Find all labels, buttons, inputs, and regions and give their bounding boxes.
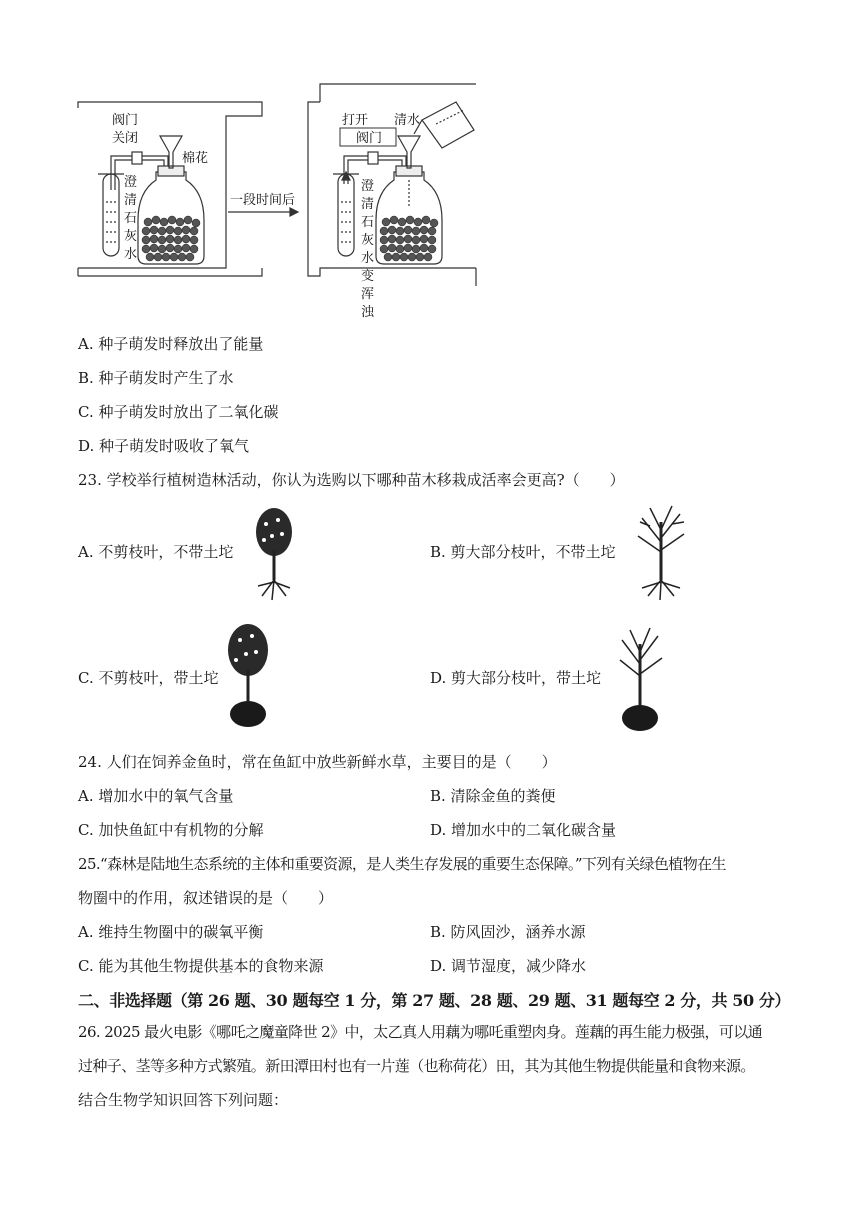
q26-line1: 26. 2025 最火电影《哪吒之魔童降世 2》中，太乙真人用藕为哪吒重塑肉身。莲藕的再生能力极强，可以通 — [78, 1023, 763, 1041]
time-arrow — [228, 208, 298, 216]
q25-option-c: C. 能为其他生物提供基本的食物来源 — [78, 957, 324, 975]
svg-text:石: 石 — [361, 215, 375, 230]
svg-text:水: 水 — [361, 251, 375, 266]
tree-pruned-with-soil-icon — [612, 624, 668, 732]
q24-option-a: A. 增加水中的氧气含量 — [78, 787, 234, 805]
svg-text:水: 水 — [124, 247, 138, 262]
label-limewater-left — [124, 175, 137, 262]
svg-text:澄: 澄 — [361, 179, 375, 194]
seeds-left — [142, 216, 200, 261]
q23-option-d: D. 剪大部分枝叶，带土坨 — [430, 669, 602, 687]
q23-stem: 23. 学校举行植树造林活动，你认为选购以下哪种苗木移栽成活率会更高?（ ） — [78, 471, 625, 489]
svg-text:澄: 澄 — [124, 175, 138, 190]
svg-text:灰: 灰 — [361, 233, 375, 248]
tree-leafy-no-soil-icon — [250, 506, 298, 602]
q26-line3: 结合生物学知识回答下列问题： — [78, 1091, 289, 1109]
svg-text:清: 清 — [124, 193, 138, 208]
q22-option-d: D. 种子萌发时吸收了氧气 — [78, 437, 250, 455]
q24-option-b: B. 清除金鱼的粪便 — [430, 787, 556, 805]
beaker-icon — [414, 102, 474, 148]
label-water: 清水 — [394, 113, 421, 128]
q23-option-b: B. 剪大部分枝叶，不带土坨 — [430, 543, 616, 561]
tree-leafy-with-soil-icon — [222, 622, 274, 728]
q24-option-d: D. 增加水中的二氧化碳含量 — [430, 821, 617, 839]
svg-text:清: 清 — [361, 197, 375, 212]
label-valve-right: 阀门 — [356, 131, 383, 146]
q25-stem-line1: 25.“森林是陆地生态系统的主体和重要资源，是人类生存发展的重要生态保障。”下列有关绿色植物在生 — [78, 855, 726, 873]
q22-option-a: A. 种子萌发时释放出了能量 — [78, 335, 264, 353]
q23-option-a: A. 不剪枝叶，不带土坨 — [78, 543, 234, 561]
q24-stem: 24. 人们在饲养金鱼时，常在鱼缸中放些新鲜水草，主要目的是（ ） — [78, 753, 557, 771]
svg-text:灰: 灰 — [124, 229, 138, 244]
svg-text:变: 变 — [361, 269, 375, 284]
q25-option-b: B. 防风固沙，涵养水源 — [430, 923, 586, 941]
label-limewater-turbid — [361, 179, 375, 320]
tree-pruned-no-soil-icon — [632, 502, 690, 602]
svg-text:浊: 浊 — [361, 305, 375, 320]
section-2-heading: 二、非选择题（第 26 题、30 题每空 1 分，第 27 题、28 题、29 题、31 题每空 2 分，共 50 分） — [78, 991, 791, 1010]
seeds-right — [380, 216, 438, 261]
q22-option-c: C. 种子萌发时放出了二氧化碳 — [78, 403, 279, 421]
label-cotton: 棉花 — [182, 151, 209, 166]
svg-text:浑: 浑 — [361, 287, 375, 302]
label-closed: 关闭 — [112, 131, 139, 146]
q22-option-b: B. 种子萌发时产生了水 — [78, 369, 234, 387]
label-open: 打开 — [342, 113, 369, 128]
q26-line2: 过种子、茎等多种方式繁殖。新田潭田村也有一片莲（也称荷花）田，其为其他生物提供能量和食物来源。 — [78, 1057, 755, 1075]
svg-text:石: 石 — [124, 211, 138, 226]
experiment-figure — [76, 80, 480, 320]
arrow-label: 一段时间后 — [230, 193, 296, 208]
q24-option-c: C. 加快鱼缸中有机物的分解 — [78, 821, 264, 839]
q25-stem-line2: 物圈中的作用，叙述错误的是（ ） — [78, 889, 334, 907]
q23-option-c: C. 不剪枝叶，带土坨 — [78, 669, 219, 687]
label-valve-left: 阀门 — [112, 113, 139, 128]
q25-option-a: A. 维持生物圈中的碳氧平衡 — [78, 923, 264, 941]
q25-option-d: D. 调节湿度，减少降水 — [430, 957, 587, 975]
